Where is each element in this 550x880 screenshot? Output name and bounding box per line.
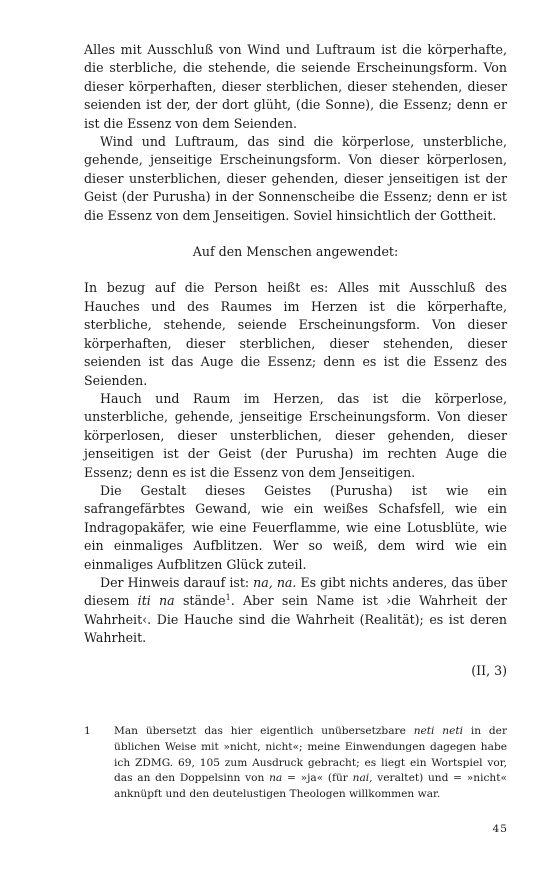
footnote bbox=[84, 724, 507, 803]
text-span: Man übersetzt das hier eigentlich unübersetzbare bbox=[114, 725, 414, 737]
text-span: in der üblichen Weise mit »nicht, nicht«; meine Einwendungen dagegen habe ich ZDMG. 69, 105 zum Ausdruck gebracht; es liegt ein Wortspiel vor, das an den Doppelsinn von bbox=[114, 725, 508, 785]
paragraph-5: Die Gestalt dieses Geistes (Purusha) ist wie ein safrangefärbtes Gewand, wie ein weißes Schafsfell, wie ein Indragopakäfer, wie eine Feuerflamme, wie eine Lotusblüte, wie ein einmaliges Aufblitzen. Wer so weiß, dem wird wie ein einmaliges Aufblitzen Glück zuteil. bbox=[84, 482, 507, 572]
text-span: = »ja« (für bbox=[282, 772, 353, 785]
footnote-marker[interactable]: 1 bbox=[225, 593, 231, 603]
paragraph-6 bbox=[84, 574, 507, 648]
footnote-number: 1 bbox=[84, 725, 91, 737]
italic-span: neti neti bbox=[413, 725, 464, 737]
italic-span: iti na bbox=[137, 593, 175, 609]
footnote-text bbox=[114, 724, 507, 803]
paragraph-1: Alles mit Ausschluß von Wind und Luftraum ist die körperhafte, die sterbliche, die stehende, die seiende Erscheinungsform. Von dieser körperhaften, dieser sterblichen, dieser stehenden, dieser seienden ist der, der dort glüht, (die Sonne), die Essenz; denn er ist die Essenz von dem Seienden. bbox=[84, 42, 507, 131]
text-span: Der Hinweis darauf ist: bbox=[100, 574, 254, 590]
paragraph-4: Hauch und Raum im Herzen, das ist die körperlose, unsterbliche, gehende, jenseitige Erscheinungsform. Von dieser körperlosen, dieser unsterblichen, dieser gehenden, dieser jenseitigen ist der Geist (der Purusha) im rechten Auge die Essenz; denn es ist die Essenz von dem Jenseitigen. bbox=[84, 390, 507, 480]
text-span: stände bbox=[174, 593, 226, 609]
text-span: Es gibt nichts anderes, das über diesem bbox=[84, 574, 508, 609]
page-number: 45 bbox=[492, 823, 508, 835]
paragraph-2: Wind und Luftraum, das sind die körperlose, unsterbliche, gehende, jenseitige Erscheinungsform. Von dieser körperlosen, dieser unsterblichen, dieser gehenden, dieser jenseitigen ist der Geist (der Purusha) in der Sonnenscheibe die Essenz; denn er ist die Essenz von dem Jenseitigen. Soviel hinsichtlich der Gottheit. bbox=[84, 134, 507, 223]
italic-span: nai, bbox=[352, 772, 373, 785]
italic-span: na bbox=[269, 772, 283, 785]
section-heading: Auf den Menschen angewendet: bbox=[192, 244, 399, 260]
text-span: . Aber sein Name ist ›die Wahrheit der Wahrheit‹. Die Hauche sind die Wahrheit (Realität); es ist deren Wahrheit. bbox=[84, 593, 507, 646]
source-reference: (II, 3) bbox=[471, 662, 507, 678]
page-body bbox=[84, 41, 507, 680]
text-span: veraltet) und = »nicht« anknüpft und den deutelustigen Theologen willkommen war. bbox=[114, 772, 507, 801]
italic-span: na, na. bbox=[253, 574, 297, 590]
paragraph-3: In bezug auf die Person heißt es: Alles mit Ausschluß des Hauches und des Raumes im Herzen ist die körperhafte, sterbliche, stehende, seiende Erscheinungsform. Von dieser körperhaften, dieser sterblichen, dieser stehenden, dieser seienden ist das Auge die Essenz; denn es ist die Essenz des Seienden. bbox=[84, 280, 507, 388]
